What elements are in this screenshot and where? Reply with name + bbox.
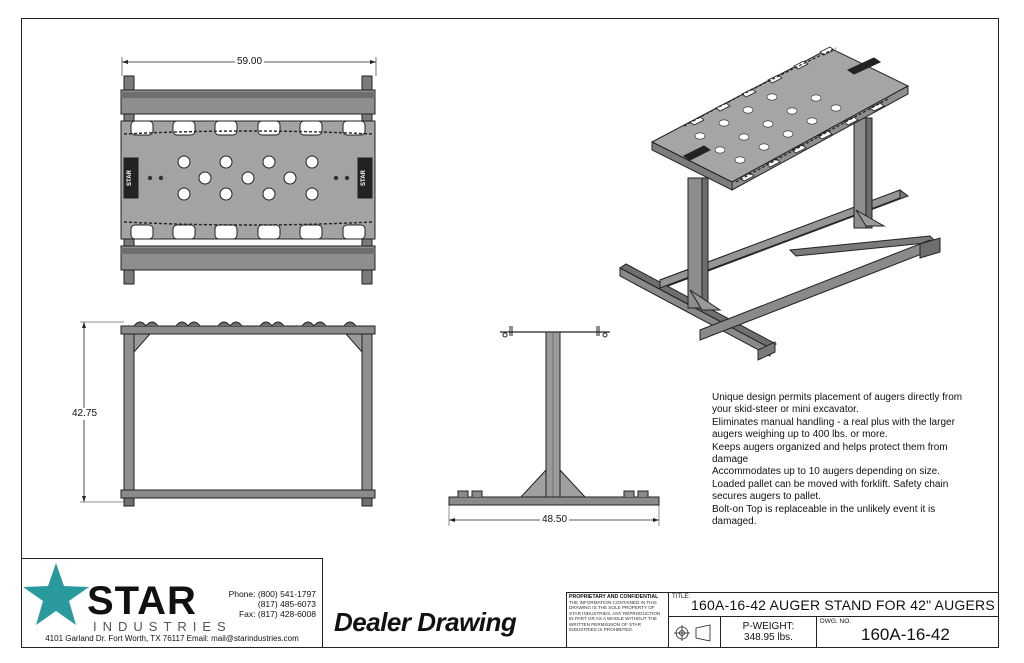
note-line: Keeps augers organized and helps protect them from damage xyxy=(712,441,948,466)
fax: Fax: (817) 428-6008 xyxy=(238,609,316,619)
side-view xyxy=(449,326,659,526)
logo-subtitle: INDUSTRIES xyxy=(93,619,232,634)
title-cell xyxy=(669,592,999,617)
top-view-left-logo-text: STAR xyxy=(127,170,133,186)
dealer-drawing-label: Dealer Drawing xyxy=(334,607,517,637)
company-logo-box xyxy=(21,558,323,648)
contact-phones xyxy=(229,589,316,619)
logo-name: STAR xyxy=(87,579,197,623)
projection-cell xyxy=(669,617,721,648)
top-view-right-logo-text: STAR xyxy=(361,170,367,186)
product-notes xyxy=(712,392,982,528)
company-address: 4101 Garland Dr. Fort Worth, TX 76117 Email: mail@starindustries.com xyxy=(45,634,299,643)
dwg-label: DWG. NO. xyxy=(820,618,852,625)
front-view xyxy=(80,322,375,506)
drawing-title: 160A-16-42 AUGER STAND FOR 42" AUGERS xyxy=(691,597,995,613)
note-line: Accommodates up to 10 augers depending on size. xyxy=(712,466,940,478)
note-line: Eliminates manual handling - a real plus with the larger augers weighing up to 400 lbs. or more. xyxy=(712,416,955,441)
note-line: Loaded pallet can be moved with forklift. Safety chain secures augers to pallet. xyxy=(712,478,949,503)
title-label: TITLE: xyxy=(672,594,691,600)
phone-1: Phone: (800) 541-1797 xyxy=(228,589,316,599)
isometric-view xyxy=(620,47,940,360)
proprietary-heading: PROPRIETARY AND CONFIDENTIAL xyxy=(569,594,659,600)
note-line: Unique design permits placement of augers directly from your skid-steer or mini excavator. xyxy=(712,392,963,416)
weight-value: 348.95 lbs. xyxy=(744,632,793,643)
top-view xyxy=(121,57,376,284)
weight-label: P-WEIGHT: xyxy=(742,621,795,632)
dim-front-height: 42.75 xyxy=(72,408,98,419)
weight-cell xyxy=(721,617,817,648)
proprietary-body: THE INFORMATION CONTAINED IN THIS DRAWING IS THE SOLE PROPERTY OF STAR INDUSTRIES. ANY REPRODUCTION IN PART OR AS A WHOLE WITHOUT THE WRITTEN PERMISSION OF STAR INDUSTRIES IS PROHIBITED. xyxy=(569,600,661,633)
proprietary-notice xyxy=(566,592,669,648)
dwg-number: 160A-16-42 xyxy=(861,625,950,644)
dim-top-width: 59.00 xyxy=(237,56,263,67)
dwg-number-cell xyxy=(817,617,999,648)
phone-2: (817) 485-6073 xyxy=(257,599,316,609)
note-line: Bolt-on Top is replaceable in the unlikely event it is damaged. xyxy=(712,503,936,528)
dim-side-width: 48.50 xyxy=(542,514,568,525)
